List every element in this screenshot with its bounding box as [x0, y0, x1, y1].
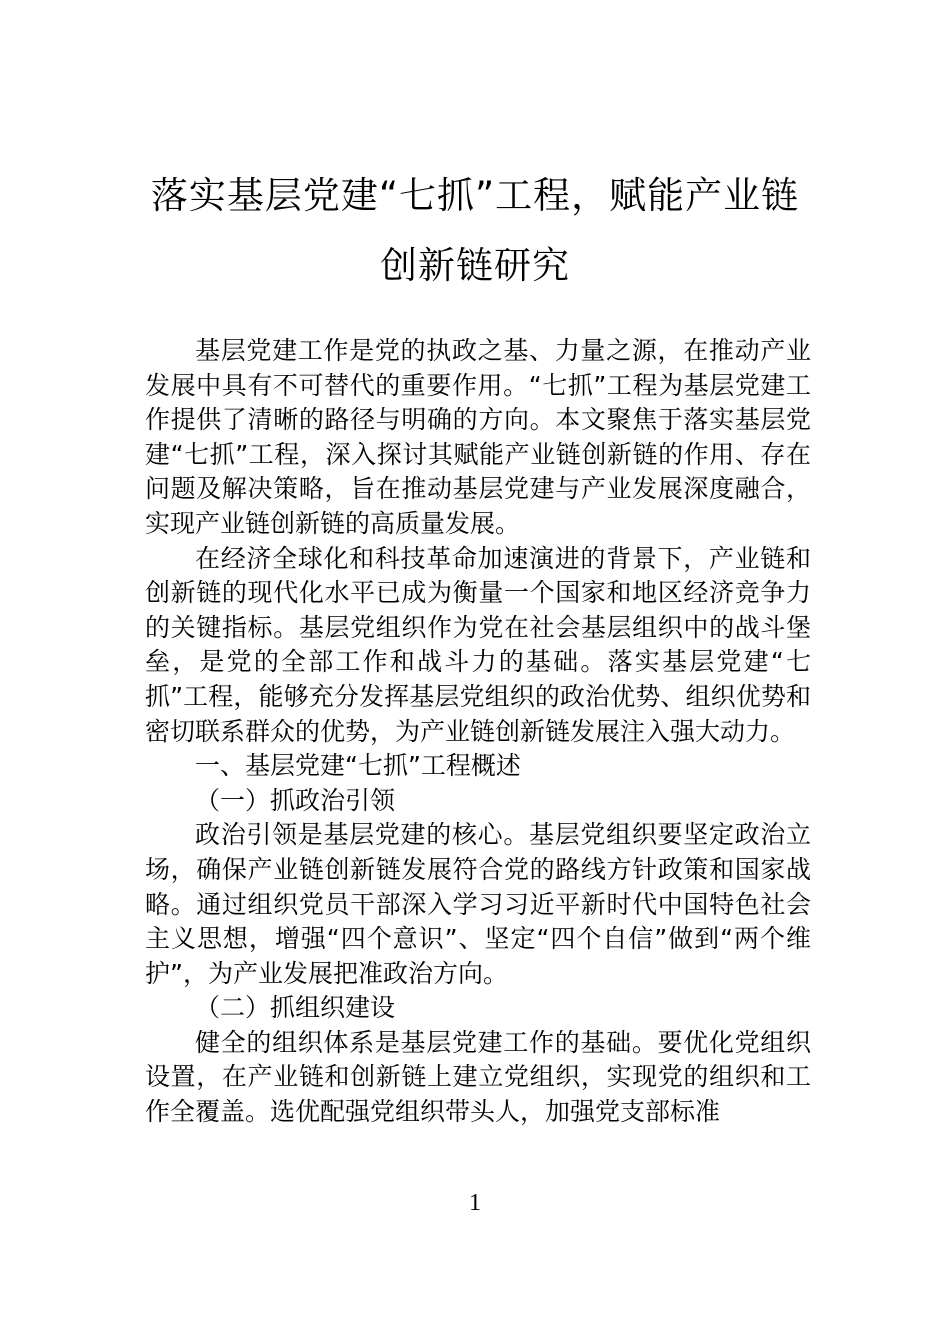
document-title-line-1: 落实基层党建“七抓”工程，赋能产业链 — [150, 174, 800, 217]
background-paragraph: 在经济全球化和科技革命加速演进的背景下，产业链和创新链的现代化水平已成为衡量一个国家和地区经济竞争力的关键指标。基层党组织作为党在社会基层组织中的战斗堡垒，是党的全部工作和战斗力的基础。落实基层党建“七抓”工程，能够充分发挥基层党组织的政治优势、组织优势和密切联系群众的优势，为产业链创新链发展注入强大动力。 — [145, 543, 811, 746]
political-guidance-paragraph: 政治引领是基层党建的核心。基层党组织要坚定政治立场，确保产业链创新链发展符合党的路线方针政策和国家战略。通过组织党员干部深入学习习近平新时代中国特色社会主义思想，增强“四个意识”、坚定“四个自信”做到“两个维护”，为产业发展把准政治方向。 — [145, 820, 811, 988]
page-number: 1 — [469, 1190, 481, 1216]
section-heading-1: 一、基层党建“七抓”工程概述 — [195, 751, 521, 781]
organization-building-paragraph: 健全的组织体系是基层党建工作的基础。要优化党组织设置，在产业链和创新链上建立党组织，实现党的组织和工作全覆盖。选优配强党组织带头人，加强党支部标准 — [145, 1027, 811, 1127]
subsection-heading-1: （一）抓政治引领 — [195, 785, 396, 815]
document-title-line-2: 创新链研究 — [380, 244, 570, 287]
intro-paragraph: 基层党建工作是党的执政之基、力量之源，在推动产业发展中具有不可替代的重要作用。“七抓”工程为基层党建工作提供了清晰的路径与明确的方向。本文聚焦于落实基层党建“七抓”工程，深入探讨其赋能产业链创新链的作用、存在问题及解决策略，旨在推动基层党建与产业发展深度融合，实现产业链创新链的高质量发展。 — [145, 336, 811, 538]
document-body — [145, 334, 811, 1130]
subsection-heading-2: （二）抓组织建设 — [195, 993, 396, 1023]
